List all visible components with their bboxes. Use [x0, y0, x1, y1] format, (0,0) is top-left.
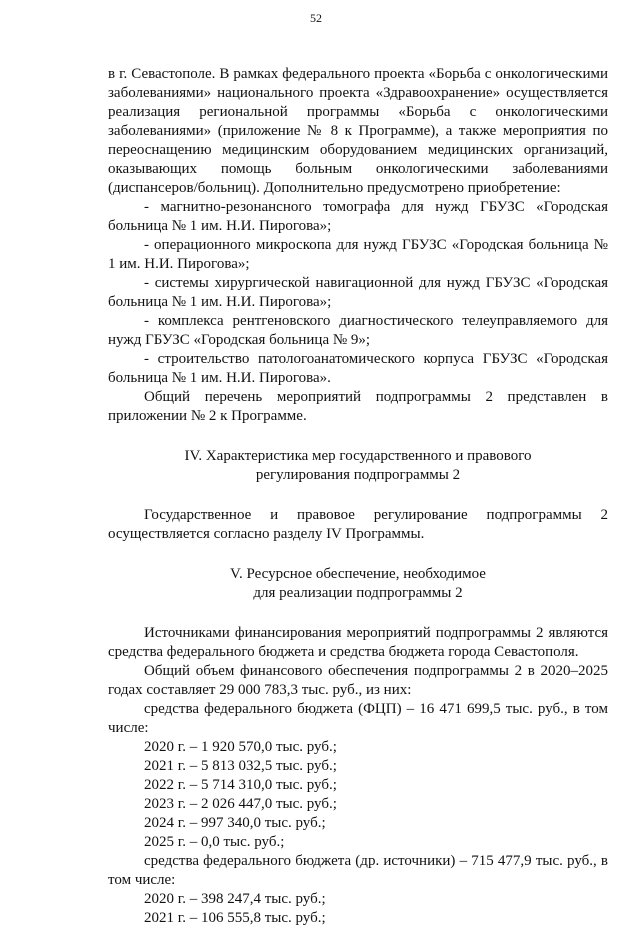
section-4-text: Государственное и правовое регулирование подпрограммы 2 осуществляется согласно разделу IV Программы.	[108, 507, 608, 542]
funding-year-line: 2020 г. – 1 920 570,0 тыс. руб.;	[144, 739, 337, 755]
list-item: - строительство патологоанатомического корпуса ГБУЗС «Городская больница № 1 им. Н.И. Пирогова».	[108, 351, 608, 386]
intro-paragraph: в г. Севастополе. В рамках федерального проекта «Борьба с онкологическими заболеваниями» национального проекта «Здравоохранение» осуществляется реализация региональной программы «Борьба с онкологическими заболеваниями» (приложение № 8 к Программе), а также мероприятия по переоснащению медицинским оборудованием медицинских организаций, оказывающих помощь больным онкологическими заболеваниями (диспансеров/больниц). Дополнительно предусмотрено приобретение:	[108, 66, 608, 196]
spacer	[108, 485, 608, 506]
funding-sources-paragraph: Источниками финансирования мероприятий подпрограммы 2 являются средства федерального бюджета и средства бюджета города Севастополя.	[108, 625, 608, 660]
list-item: - комплекса рентгеновского диагностического телеуправляемого для нужд ГБУЗС «Городская больница № 9»;	[108, 313, 608, 348]
list-item: - магнитно-резонансного томографа для нужд ГБУЗС «Городская больница № 1 им. Н.И. Пирогова»;	[108, 199, 608, 234]
funding-year-line: 2022 г. – 5 714 310,0 тыс. руб.;	[144, 777, 337, 793]
funding-year-line: 2021 г. – 5 813 032,5 тыс. руб.;	[144, 758, 337, 774]
section-5-heading-line-2: для реализации подпрограммы 2	[253, 585, 463, 601]
spacer	[108, 544, 608, 565]
list-item: - системы хирургической навигационной для нужд ГБУЗС «Городская больница № 1 им. Н.И. Пирогова»;	[108, 275, 608, 310]
federal-fcp-paragraph: средства федерального бюджета (ФЦП) – 16 471 699,5 тыс. руб., в том числе:	[108, 701, 608, 736]
funding-year-line: 2024 г. – 997 340,0 тыс. руб.;	[144, 815, 326, 831]
total-funding-paragraph: Общий объем финансового обеспечения подпрограммы 2 в 2020–2025 годах составляет 29 000 783,3 тыс. руб., из них:	[108, 663, 608, 698]
section-4-heading-line-2: регулирования подпрограммы 2	[255, 467, 461, 483]
federal-other-paragraph: средства федерального бюджета (др. источники) – 715 477,9 тыс. руб., в том числе:	[108, 853, 608, 888]
funding-year-line: 2025 г. – 0,0 тыс. руб.;	[144, 834, 285, 850]
list-item: - операционного микроскопа для нужд ГБУЗС «Городская больница № 1 им. Н.И. Пирогова»;	[108, 237, 608, 272]
spacer	[108, 426, 608, 447]
funding-year-line: 2021 г. – 106 555,8 тыс. руб.;	[144, 910, 326, 926]
funding-year-line: 2020 г. – 398 247,4 тыс. руб.;	[144, 891, 326, 907]
summary-paragraph: Общий перечень мероприятий подпрограммы 2 представлен в приложении № 2 к Программе.	[108, 389, 608, 424]
page-number: 52	[310, 11, 322, 25]
funding-year-line: 2023 г. – 2 026 447,0 тыс. руб.;	[144, 796, 337, 812]
spacer	[108, 603, 608, 624]
document-body	[108, 65, 608, 928]
section-4-heading-line-1: IV. Характеристика мер государственного и правового	[184, 448, 532, 464]
section-5-heading-line-1: V. Ресурсное обеспечение, необходимое	[230, 566, 486, 582]
